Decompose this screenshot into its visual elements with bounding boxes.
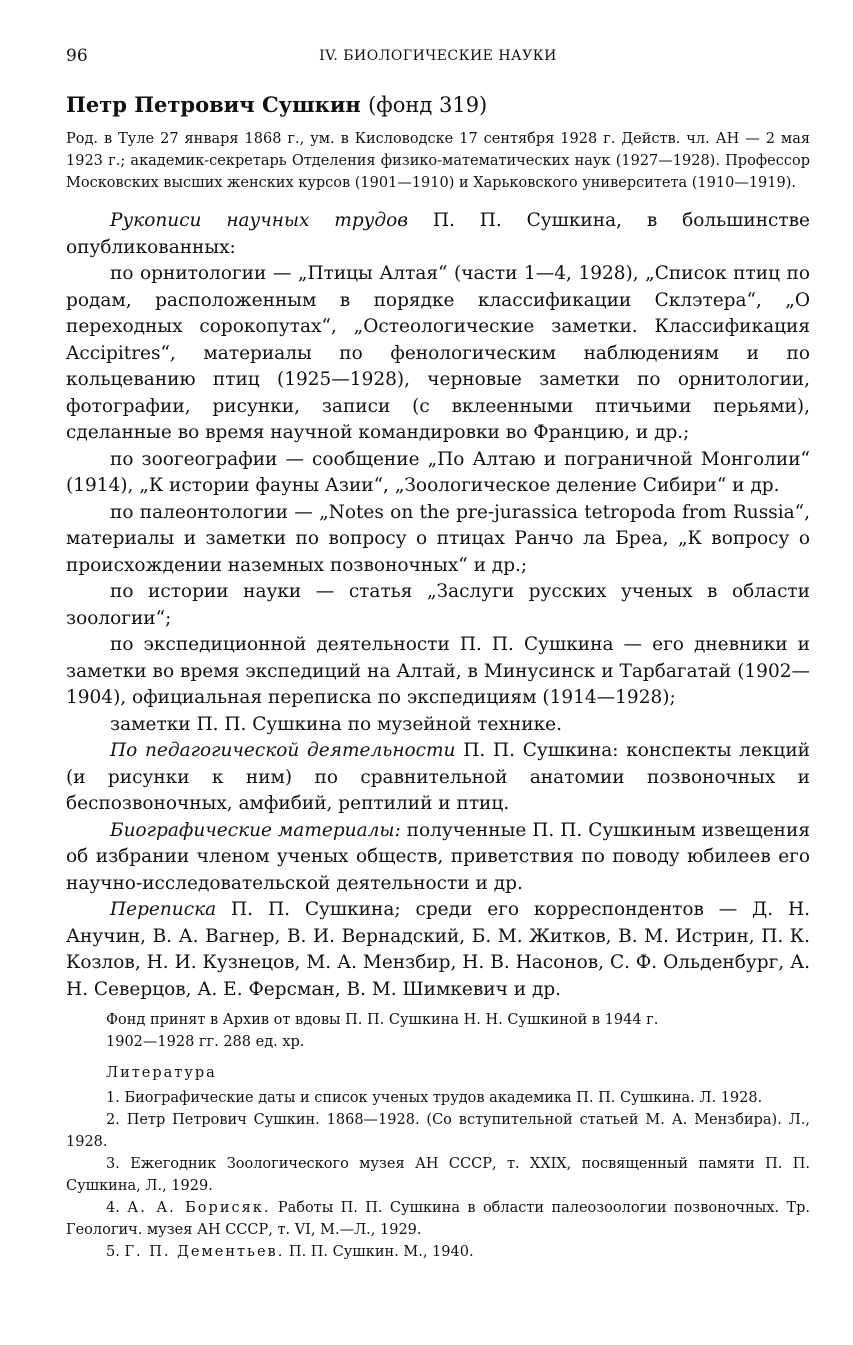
literature-item: 2. Петр Петрович Сушкин. 1868—1928. (Со вступительной статьей М. А. Мензбира). Л., 1928. bbox=[66, 1112, 810, 1151]
literature-item-number: 5. bbox=[106, 1244, 125, 1261]
fond-extent-note: 1902—1928 гг. 288 ед. хр. bbox=[106, 1034, 305, 1051]
pedagogy-paragraph bbox=[66, 738, 810, 818]
running-head: IV. БИОЛОГИЧЕСКИЕ НАУКИ bbox=[319, 48, 557, 64]
correspondence-text: П. П. Сушкина; среди его корреспондентов — Д. Н. Анучин, В. А. Вагнер, В. И. Вернадский, Б. М. Житков, В. М. Истрин, П. К. Козлов, Н. И. Кузнецов, М. А. Мензбир, Н. В. Насонов, С. Ф. Ольденбург, А. Н. Северцов, А. Е. Ферсман, В. М. Шимкевич и др. bbox=[66, 899, 810, 1000]
literature-item: 1. Биографические даты и список ученых трудов академика П. П. Сушкина. Л. 1928. bbox=[106, 1090, 763, 1107]
biographical-materials-heading: Биографические материалы: bbox=[110, 819, 401, 841]
manuscripts-intro bbox=[66, 208, 810, 261]
literature-item-text: Работы П. П. Сушкина в области палеозоологии позвоночных. Тр. Геологич. музея АН СССР, т. VI, М.—Л., 1929. bbox=[66, 1200, 810, 1239]
biography-summary: Род. в Туле 27 января 1868 г., ум. в Кисловодске 17 сентября 1928 г. Действ. чл. АН — 2 мая 1923 г.; академик-секретарь Отделения физико-математических наук (1927—1928). Профессор Московских высших женских курсов (1901—1910) и Харьковского университета (1910—1919). bbox=[66, 131, 810, 192]
fond-number: (фонд 319) bbox=[368, 93, 488, 117]
literature-item: 3. Ежегодник Зоологического музея АН СССР, т. XXIX, посвященный памяти П. П. Сушкина, Л., 1929. bbox=[66, 1156, 810, 1195]
pedagogy-text: П. П. Сушкина: конспекты лекций (и рисунки к ним) по сравнительной анатомии позвоночных и беспозвоночных, амфибий, рептилий и птиц. bbox=[66, 740, 810, 815]
paleontology-paragraph: по палеонтологии — „Notes on the pre-jurassica tetropoda from Russia“, материалы и заметки по вопросу о птицах Ранчо ла Бреа, „К вопросу о происхождении наземных позвоночных“ и др.; bbox=[66, 501, 810, 576]
page-content bbox=[66, 92, 810, 1263]
museum-paragraph: заметки П. П. Сушкина по музейной технике. bbox=[110, 713, 562, 735]
manuscripts-heading: Рукописи научных трудов bbox=[110, 210, 409, 232]
literature-item bbox=[66, 1197, 810, 1241]
fond-accepted-note: Фонд принят в Архив от вдовы П. П. Сушкина Н. Н. Сушкиной в 1944 г. bbox=[106, 1012, 659, 1029]
literature-item-author: А. А. Борисяк. bbox=[127, 1200, 271, 1217]
literature-item-author: Г. П. Дементьев. bbox=[124, 1244, 285, 1261]
biographical-materials-text: полученные П. П. Сушкиным извещения об избрании членом ученых обществ, приветствия по поводу юбилеев его научно-исследовательской деятельности и др. bbox=[66, 819, 810, 894]
literature-item-text: П. П. Сушкин. М., 1940. bbox=[284, 1244, 474, 1261]
expedition-paragraph: по экспедиционной деятельности П. П. Сушкина — его дневники и заметки во время экспедиций на Алтай, в Минусинск и Тарбагатай (1902—1904), официальная переписка по экспедициям (1914—1928); bbox=[66, 634, 810, 709]
correspondence-heading: Переписка bbox=[110, 899, 217, 921]
manuscripts-intro-text: П. П. Сушкина, в большинстве опубликованных: bbox=[66, 210, 810, 258]
page-number: 96 bbox=[66, 46, 88, 66]
correspondence-paragraph bbox=[66, 897, 810, 1003]
literature-heading: Литература bbox=[106, 1065, 217, 1082]
person-name: Петр Петрович Сушкин bbox=[66, 92, 361, 117]
literature-item bbox=[66, 1241, 810, 1263]
ornithology-paragraph: по орнитологии — „Птицы Алтая“ (части 1—4, 1928), „Список птиц по родам, расположенным в порядке классификации Склэтера“, „О переходных сорокопутах“, „Остеологические заметки. Классификация Accipitres“, материалы по фенологическим наблюдениям и по кольцеванию птиц (1925—1928), черновые заметки по орнитологии, фотографии, рисунки, записи (с вклеенными птичьими перьями), сделанные во время научной командировки во Францию, и др.; bbox=[66, 263, 810, 444]
zoogeography-paragraph: по зоогеографии — сообщение „По Алтаю и пограничной Монголии“ (1914), „К истории фауны Азии“, „Зоологическое деление Сибири“ и др. bbox=[66, 448, 810, 497]
entry-title bbox=[66, 92, 810, 118]
biographical-materials-paragraph bbox=[66, 818, 810, 898]
history-paragraph: по истории науки — статья „Заслуги русских ученых в области зоологии“; bbox=[66, 581, 810, 629]
pedagogy-heading: По педагогической деятельности bbox=[110, 740, 456, 762]
page-header bbox=[66, 46, 810, 70]
literature-item-number: 4. bbox=[106, 1200, 128, 1217]
